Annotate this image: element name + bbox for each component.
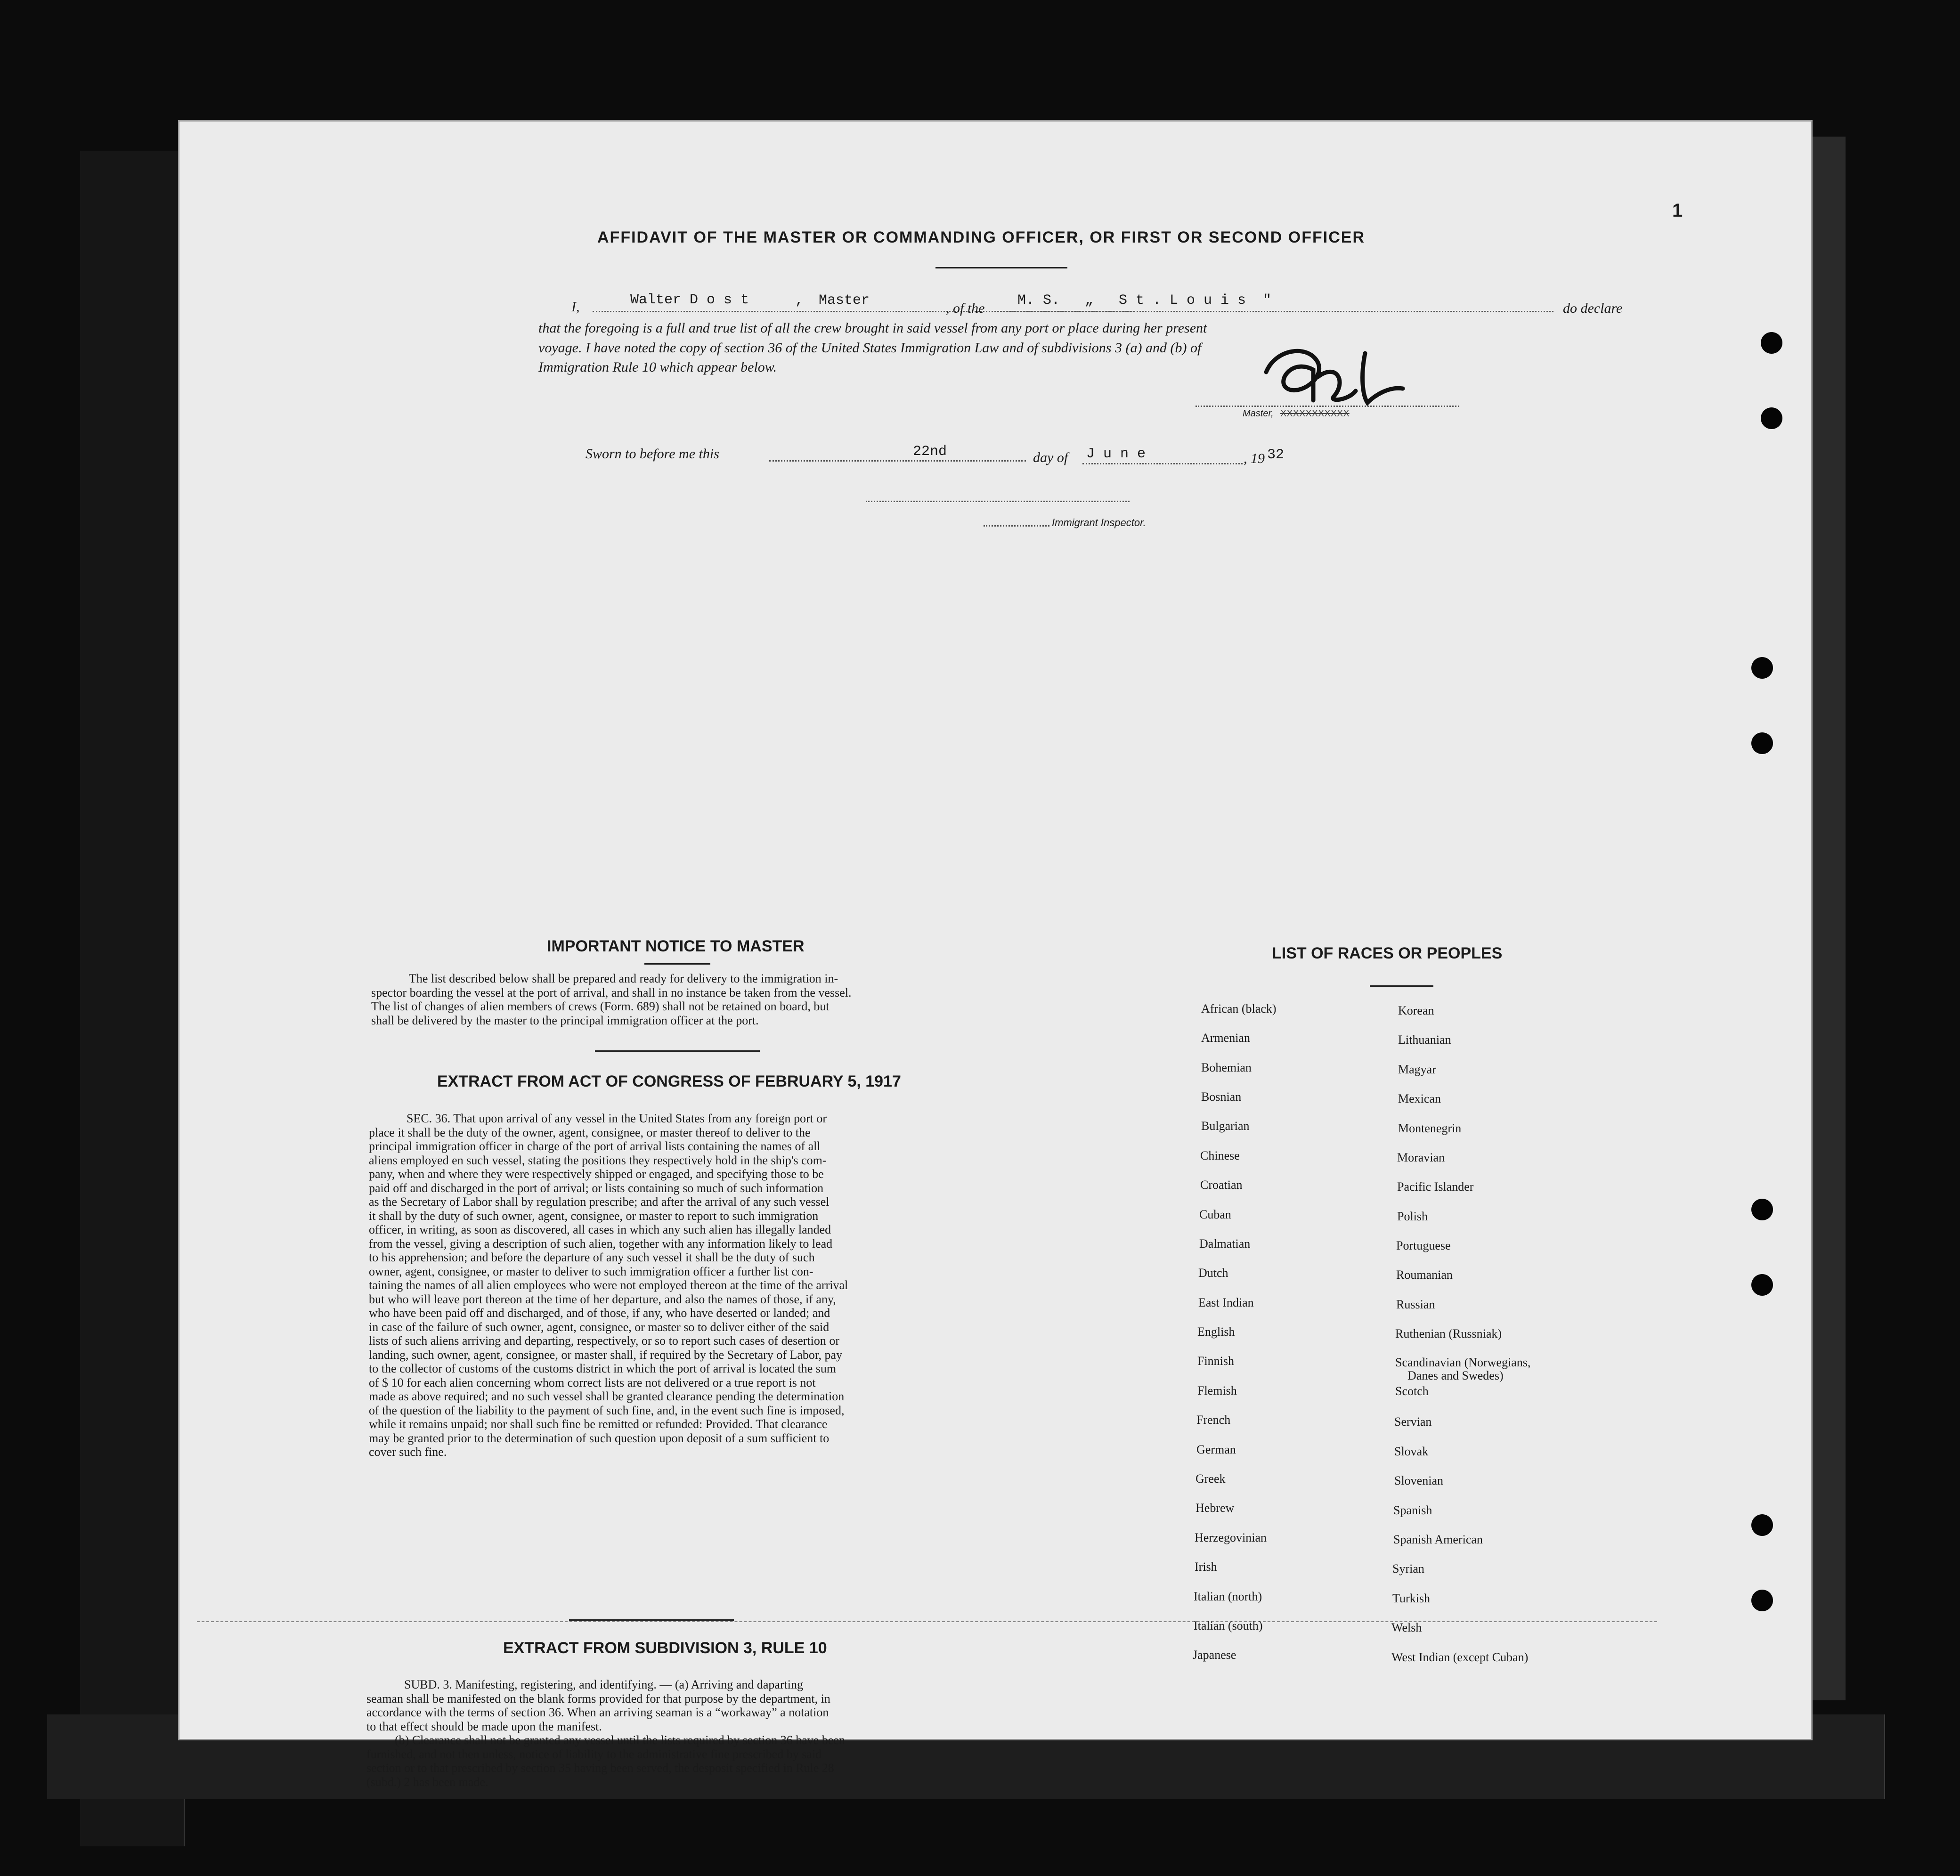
act-line: landing, such owner, agent, consignee, or master shall, if required by the Secretary of Labor, pay bbox=[369, 1348, 843, 1362]
race-item: East Indian bbox=[1198, 1296, 1254, 1309]
day-line bbox=[769, 460, 1026, 462]
race-item: Pacific Islander bbox=[1397, 1180, 1474, 1194]
notice-underline bbox=[644, 963, 710, 965]
rule-line: to that effect should be made upon the manifest. bbox=[366, 1719, 602, 1733]
rule-line: SUBD. 3. Manifesting, registering, and identifying. — (a) Arriving and daparting bbox=[404, 1678, 804, 1691]
race-item: Flemish bbox=[1197, 1384, 1237, 1397]
punch-hole bbox=[1751, 1199, 1773, 1220]
punch-hole bbox=[1761, 332, 1782, 354]
act-line: but who will leave port thereon at the time of her departure, and also the names of those, if any, bbox=[369, 1292, 836, 1306]
act-line: of $ 10 for each alien concerning whom correct lists are not delivered or a true report is not bbox=[369, 1375, 816, 1389]
punch-hole bbox=[1751, 657, 1773, 679]
race-item: Dalmatian bbox=[1199, 1237, 1251, 1251]
master-name: Walter D o s t bbox=[630, 292, 749, 308]
master-signature bbox=[1247, 344, 1426, 414]
act-line: who have been paid off and discharged, and of those, if any, who have deserted or landed; and bbox=[369, 1306, 830, 1320]
page-right-edge bbox=[1813, 137, 1846, 1700]
race-item: Servian bbox=[1394, 1415, 1432, 1429]
punch-hole bbox=[1751, 1514, 1773, 1536]
day-value: 22nd bbox=[913, 444, 947, 460]
race-item: Moravian bbox=[1397, 1151, 1445, 1164]
race-item: Bulgarian bbox=[1201, 1119, 1250, 1133]
title-underline bbox=[935, 267, 1067, 268]
rule-line: section or to that prescribed by section 35 having been served, the desposit specified in Rule 28 bbox=[366, 1761, 834, 1775]
month-value: J u n e bbox=[1086, 446, 1146, 462]
race-item: French bbox=[1196, 1413, 1231, 1427]
race-item: Armenian bbox=[1201, 1031, 1250, 1045]
year-prefix: , 19 bbox=[1244, 451, 1265, 466]
affidavit-line-3: voyage. I have noted the copy of section 36 of the United States Immigration Law and of subdivisions 3 (a) and (b) of bbox=[538, 340, 1202, 356]
race-item: Cuban bbox=[1199, 1208, 1231, 1221]
act-line: from the vessel, giving a description of such alien, together with any information likely to lead bbox=[369, 1236, 833, 1251]
race-item: Portuguese bbox=[1396, 1239, 1451, 1252]
act-line: principal immigration officer in charge of the port of arrival lists containing the names of all bbox=[369, 1139, 821, 1153]
race-item: Japanese bbox=[1193, 1648, 1236, 1662]
punch-hole bbox=[1751, 732, 1773, 754]
race-item: Danes and Swedes) bbox=[1407, 1369, 1504, 1382]
divider bbox=[595, 1050, 760, 1052]
sworn-label: Sworn to before me this bbox=[586, 446, 719, 462]
i-label: I, bbox=[571, 299, 580, 315]
act-line: lists of such aliens arriving and departing, respectively, or so to report such cases of desertion or bbox=[369, 1334, 840, 1348]
notice-line: shall be delivered by the master to the principal immigration officer at the port. bbox=[371, 1013, 759, 1027]
month-line bbox=[1082, 463, 1243, 464]
act-line: to his apprehension; and before the departure of any such vessel it shall be the duty of such bbox=[369, 1251, 815, 1264]
race-item: Finnish bbox=[1197, 1354, 1235, 1368]
divider bbox=[569, 1619, 734, 1621]
race-item: Korean bbox=[1398, 1004, 1434, 1017]
act-line: pany, when and where they were respectively shipped or engaged, and specifying those to be bbox=[369, 1167, 824, 1181]
act-line: aliens employed en such vessel, stating the positions they respectively hold in the ship's com- bbox=[369, 1153, 827, 1167]
races-title: LIST OF RACES OR PEOPLES bbox=[1272, 944, 1503, 962]
race-item: Greek bbox=[1196, 1472, 1226, 1486]
race-item: Bohemian bbox=[1201, 1061, 1252, 1074]
signature-struck: XXXXXXXXXXX bbox=[1280, 408, 1350, 419]
act-line: officer, in writing, as soon as discovered, all cases in which any such alien has illegally landed bbox=[369, 1223, 831, 1236]
act-line: it shall by the duty of such owner, agent, consignee, or master to report to such immigration bbox=[369, 1209, 819, 1223]
form-page bbox=[178, 120, 1813, 1789]
race-item: Chinese bbox=[1200, 1149, 1240, 1162]
race-item: Russian bbox=[1396, 1298, 1435, 1311]
race-item: Dutch bbox=[1198, 1266, 1228, 1280]
race-item: Scandinavian (Norwegians, bbox=[1395, 1356, 1531, 1369]
race-item: Roumanian bbox=[1396, 1268, 1453, 1282]
rule-text bbox=[366, 1678, 1153, 1789]
race-item: Magyar bbox=[1398, 1063, 1436, 1076]
race-item: Croatian bbox=[1200, 1178, 1243, 1192]
race-item: Slovenian bbox=[1394, 1474, 1443, 1487]
act-text bbox=[369, 1112, 1155, 1459]
act-line: of the question of the liability to the payment of such fine, and, in the event such fine is imposed, bbox=[369, 1403, 845, 1417]
act-title: EXTRACT FROM ACT OF CONGRESS OF FEBRUARY 5, 1917 bbox=[437, 1072, 901, 1090]
punch-hole bbox=[1751, 1274, 1773, 1296]
act-line: owner, agent, consignee, or master to deliver to such immigration officer a further list con- bbox=[369, 1264, 813, 1278]
races-underline bbox=[1370, 985, 1433, 987]
rule-line: accordance with the terms of section 36. When an arriving seaman is a “workaway” a notation bbox=[366, 1705, 829, 1719]
rule-line: (b) Clearance shall not be granted any vessel until the lists required by section 36 have been bbox=[395, 1733, 845, 1747]
day-of-label: day of bbox=[1033, 450, 1068, 465]
act-line: to the collector of customs of the customs district in which the port of arrival is located the sum bbox=[369, 1362, 837, 1375]
act-line: paid off and discharged in the port of arrival; or lists containing so much of such information bbox=[369, 1181, 824, 1195]
race-item: Turkish bbox=[1392, 1592, 1430, 1605]
race-item: Syrian bbox=[1392, 1562, 1424, 1576]
race-item: Scotch bbox=[1395, 1384, 1429, 1398]
race-item: Lithuanian bbox=[1398, 1033, 1451, 1047]
act-line: as the Secretary of Labor shall by regulation prescribe; and after the arrival of any such vessel bbox=[369, 1195, 830, 1209]
act-line: place it shall be the duty of the owner, agent, consignee, or master thereof to deliver to the bbox=[369, 1125, 811, 1139]
adjacent-sheet-left bbox=[80, 151, 185, 1846]
signature-caption: Master, bbox=[1243, 408, 1274, 419]
vessel-line bbox=[998, 311, 1553, 312]
of-the-label: , of the bbox=[946, 300, 985, 316]
race-item: Herzegovinian bbox=[1195, 1531, 1267, 1544]
race-item: German bbox=[1196, 1443, 1236, 1456]
race-item: Slovak bbox=[1394, 1445, 1429, 1458]
inspector-line bbox=[866, 501, 1130, 502]
rule-line: furnished, and not then unless, notice of liability to the administrative fine prescribed by said bbox=[366, 1747, 822, 1761]
name-separator: , bbox=[795, 292, 804, 309]
fold-line bbox=[197, 1621, 1657, 1622]
race-item: Welsh bbox=[1391, 1621, 1422, 1634]
act-line: taining the names of all alien employees who were not employed thereon at the time of the arrival bbox=[369, 1278, 848, 1292]
punch-hole bbox=[1761, 407, 1782, 429]
notice-line: spector boarding the vessel at the port of arrival, and shall in no instance be taken from the vessel. bbox=[371, 985, 852, 999]
rule-line: seaman shall be manifested on the blank forms provided for that purpose by the department, in bbox=[366, 1691, 830, 1705]
race-item: African (black) bbox=[1201, 1002, 1277, 1015]
race-item: Montenegrin bbox=[1398, 1121, 1462, 1135]
rule-line: (subd.) 2 has been made. bbox=[366, 1775, 488, 1789]
page-number: 1 bbox=[1672, 200, 1683, 221]
notice-line: The list of changes of alien members of crews (Form. 689) shall not be retained on board, but bbox=[371, 999, 830, 1013]
punch-hole bbox=[1751, 1590, 1773, 1611]
race-item: Polish bbox=[1397, 1210, 1428, 1223]
rule-title: EXTRACT FROM SUBDIVISION 3, RULE 10 bbox=[503, 1639, 827, 1657]
affidavit-line-2: that the foregoing is a full and true list of all the crew brought in said vessel from any port or place during her present bbox=[538, 320, 1207, 336]
act-line: cover such fine. bbox=[369, 1445, 447, 1459]
notice-title: IMPORTANT NOTICE TO MASTER bbox=[547, 937, 805, 955]
vessel-type: M. S. bbox=[1017, 292, 1060, 309]
affidavit-title: AFFIDAVIT OF THE MASTER OR COMMANDING OFFICER, OR FIRST OR SECOND OFFICER bbox=[597, 228, 1365, 246]
race-item: Bosnian bbox=[1201, 1090, 1242, 1104]
do-declare-label: do declare bbox=[1563, 300, 1623, 316]
act-line: SEC. 36. That upon arrival of any vessel in the United States from any foreign port or bbox=[407, 1112, 827, 1125]
vessel-name: „ S t . L o u i s " bbox=[1085, 292, 1272, 309]
race-item: Spanish American bbox=[1393, 1533, 1483, 1546]
affidavit-line-4: Immigration Rule 10 which appear below. bbox=[538, 359, 777, 375]
race-item: Ruthenian (Russniak) bbox=[1395, 1327, 1502, 1340]
race-item: Italian (south) bbox=[1194, 1619, 1263, 1632]
year-value: 32 bbox=[1267, 447, 1285, 463]
act-line: while it remains unpaid; nor shall such fine be remitted or refunded: Provided. That clearance bbox=[369, 1417, 828, 1431]
inspector-prefix-line bbox=[984, 525, 1049, 527]
act-line: may be granted prior to the determination of such question upon deposit of a sum sufficient to bbox=[369, 1431, 830, 1445]
rank-value: Master bbox=[819, 292, 870, 309]
race-item: English bbox=[1197, 1325, 1235, 1339]
inspector-label: Immigrant Inspector. bbox=[1052, 517, 1146, 528]
notice-line: The list described below shall be prepared and ready for delivery to the immigration in- bbox=[409, 972, 838, 985]
race-item: Spanish bbox=[1393, 1503, 1432, 1517]
race-item: West Indian (except Cuban) bbox=[1391, 1650, 1529, 1664]
race-item: Mexican bbox=[1398, 1092, 1441, 1105]
notice-text bbox=[371, 972, 1153, 1027]
race-item: Irish bbox=[1195, 1560, 1217, 1574]
act-line: made as above required; and no such vessel shall be granted clearance pending the determination bbox=[369, 1389, 845, 1403]
race-item: Hebrew bbox=[1196, 1501, 1235, 1515]
race-item: Italian (north) bbox=[1194, 1590, 1262, 1603]
signature-line bbox=[1196, 406, 1459, 407]
act-line: in case of the failure of such owner, agent, consignee, or master so to deliver either of the said bbox=[369, 1320, 830, 1334]
